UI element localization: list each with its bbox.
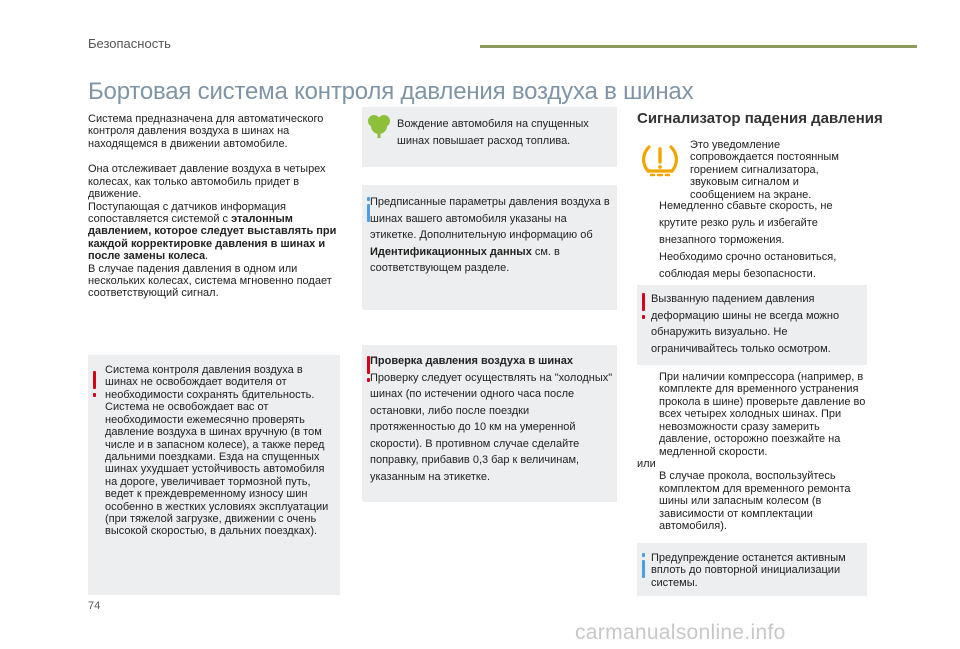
or-label: или: [637, 457, 656, 470]
warning-icon: [93, 371, 96, 389]
check-heading: Проверка давления воздуха в шинах: [370, 355, 573, 367]
info-box-parameters: [362, 185, 617, 310]
list-item: Немедленно сбавьте скорость, не крутите резко руль и избегайте внезапного торможения.: [659, 200, 833, 247]
deformation-warning-text: Вызванную падением давления деформацию шины не всегда можно обнаружить визуально. Не ограничивайтесь только осмотром.: [651, 293, 840, 355]
intro-paragraph-2: Она отслеживает давление воздуха в четырех колесах, как только автомобиль придет в движение.: [88, 163, 326, 201]
list-item: В случае прокола, воспользуйтесь комплектом для временного ремонта шины или запасным колесом (в зависимости от комплектации автомобиля).: [659, 470, 851, 533]
intro-text: [88, 113, 340, 300]
warning-box-system: [88, 355, 340, 595]
info-box-reinit: [637, 543, 867, 596]
section-title: Безопасность: [88, 36, 171, 51]
indicator-description: Это уведомление сопровождается постоянным горением сигнализатора, звуковым сигналом и сообщением на экране.: [690, 139, 839, 201]
eco-leaf-icon: [368, 113, 390, 139]
eco-note-text: Вождение автомобиля на спущенных шинах повышает расход топлива.: [397, 118, 589, 147]
repair-instructions: [637, 371, 869, 532]
intro-paragraph-1: Система предназначена для автоматического контроля давления воздуха в шинах на находящемся в движении автомобиле.: [88, 113, 324, 150]
section-heading: Сигнализатор падения давления: [637, 110, 883, 127]
tire-pressure-warning-icon: [640, 140, 680, 180]
intro-paragraph-3: Поступающая с датчиков информация сопоставляется системой с эталонным давлением, которое следует выставлять при каждой корректировке давления в шинах и после замены колеса.: [88, 200, 337, 263]
eco-note-box: [362, 107, 617, 167]
page-title: Бортовая система контроля давления воздуха в шинах: [88, 78, 694, 105]
info-text: Предписанные параметры давления воздуха в шинах вашего автомобиля указаны на этикетке. Дополнительную информацию об Идентификационных данных см. в соответствующем разделе.: [370, 196, 610, 274]
watermark: carmanualsonline.info: [575, 621, 786, 644]
warning-box-deformation: [637, 285, 867, 365]
list-item: При наличии компрессора (например, в комплекте для временного устранения прокола в шине) проверьте давление во всех четырех холодных шинах. При невозможности сразу замерить давление, осторожно поезжайте на медленной скорости.: [659, 371, 866, 458]
reinit-note-text: Предупреждение останется активным вплоть до повторной инициализации системы.: [651, 552, 846, 589]
info-icon: [642, 553, 645, 557]
header-divider: [480, 45, 917, 48]
warning-text: Система контроля давления воздуха в шинах не освобождает водителя от необходимости сохранять бдительность. Система не освобождает вас от необходимости ежемесячно проверять давление воздуха в шинах вручную (в том числе и в запасном колесе), а также перед дальними поездками. Езда на спущенных шинах ухудшает устойчивость автомобиля на дороге, увеличивает тормозной путь, ведет к преждевременному износу шин особенно в жестких условиях эксплуатации (при тяжелой загрузке, движении с очень высокой скоростью, в дальних поездках).: [105, 364, 329, 538]
action-list: [637, 198, 867, 283]
check-box: [362, 345, 617, 502]
check-text: Проверку следует осуществлять на "холодных" шинах (по истечении одного часа после остановки, либо после поездки протяженностью до 10 км на умеренной скорости). В противном случае сделайте поправку, прибавив 0,3 бар к величинам, указанным на этикетке.: [370, 371, 613, 483]
intro-paragraph-4: В случае падения давления в одном или нескольких колесах, система мгновенно подает соответствующий сигнал.: [88, 262, 332, 300]
list-item: Необходимо срочно остановиться, соблюдая меры безопасности.: [659, 251, 837, 281]
page-number: 74: [88, 600, 101, 612]
warning-icon: [642, 293, 645, 311]
